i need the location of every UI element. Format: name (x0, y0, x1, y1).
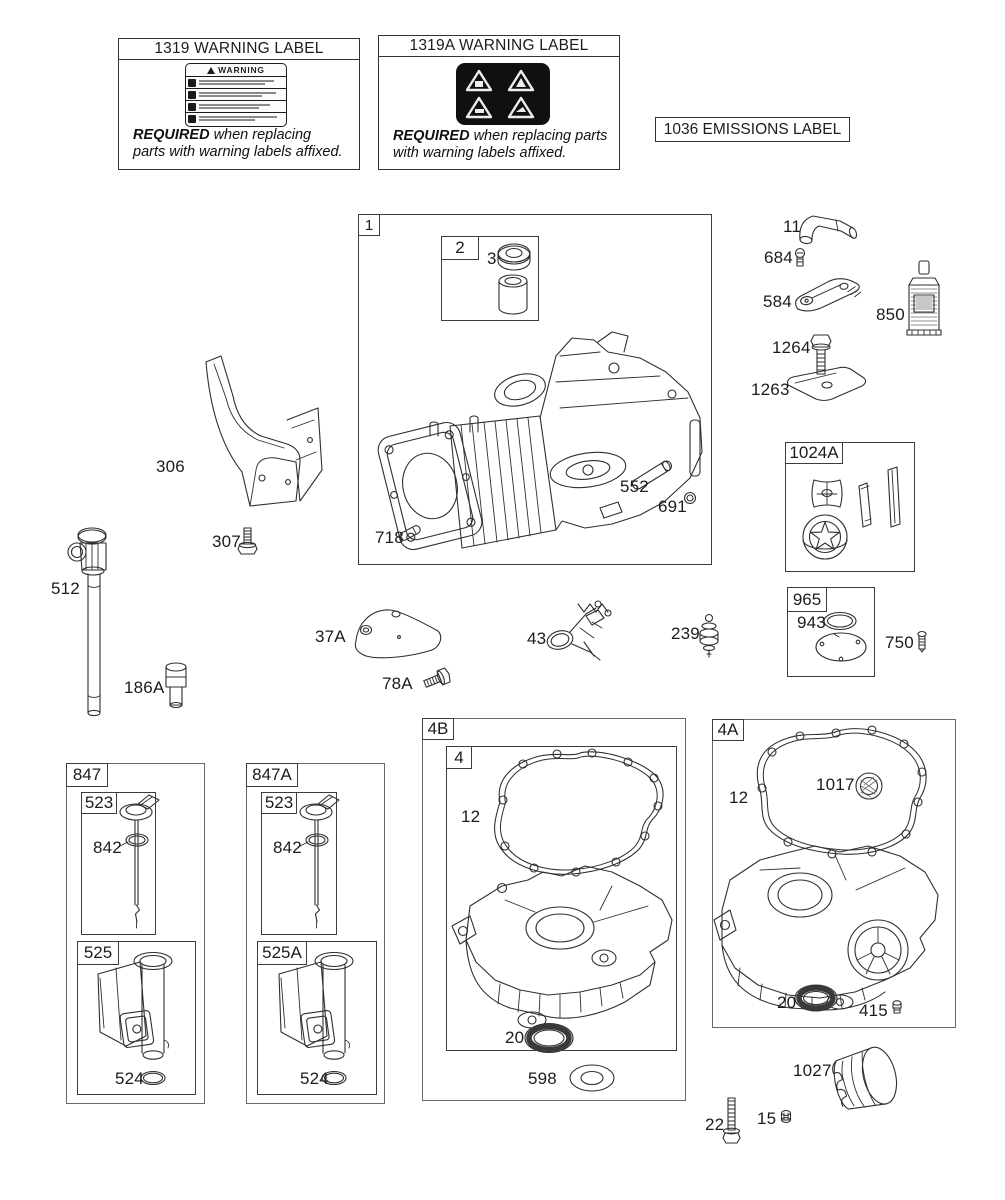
oil-sensor-43-drawing (545, 601, 611, 660)
callout-1263: 1263 (751, 380, 790, 399)
callout-1264: 1264 (772, 338, 811, 357)
callout-524-right: 524 (300, 1069, 329, 1088)
oil-filter-1027-drawing (829, 1044, 902, 1115)
callout-306: 306 (156, 457, 185, 476)
pictogram-icon (188, 79, 196, 87)
screw-750-drawing (918, 632, 926, 653)
group-tab-4b: 4B (422, 718, 454, 740)
screw-684-drawing (796, 249, 805, 267)
group-tab-525: 525 (77, 941, 119, 965)
callout-1027: 1027 (793, 1061, 832, 1080)
callout-691: 691 (658, 497, 687, 516)
group-tab-2: 2 (441, 236, 479, 260)
callout-584: 584 (763, 292, 792, 311)
group-tab-847a: 847A (246, 763, 298, 787)
group-box-4 (446, 746, 677, 1051)
baffle-306-drawing (206, 356, 322, 506)
emissions-label-box (655, 117, 850, 142)
bolt-1264-drawing (811, 335, 831, 374)
callout-750: 750 (885, 633, 914, 652)
pictogram-icon (188, 91, 196, 99)
callout-552: 552 (620, 477, 649, 496)
breather-tube-drawing (800, 216, 858, 244)
callout-943: 943 (797, 613, 826, 632)
callout-20-4b: 20 (505, 1028, 525, 1047)
warning-label-1319a-title: 1319A WARNING LABEL (379, 36, 619, 57)
callout-239: 239 (671, 624, 700, 643)
pictogram-icon (188, 103, 196, 111)
callout-12-4a: 12 (729, 788, 749, 807)
pictogram-icon (188, 115, 196, 123)
callout-22: 22 (705, 1115, 725, 1134)
required-note: REQUIRED when replacing parts with warning labels affixed. (133, 127, 343, 160)
group-tab-1: 1 (358, 214, 380, 236)
emissions-label-title: 1036 EMISSIONS LABEL (663, 120, 842, 138)
callout-842-left: 842 (93, 838, 122, 857)
sealant-tube-drawing (907, 261, 941, 335)
warning-label-box-1319 (118, 38, 360, 170)
warning-label-box-1319a (378, 35, 620, 170)
callout-598: 598 (528, 1069, 557, 1088)
callout-307: 307 (212, 532, 241, 551)
group-box-523-left (81, 792, 156, 935)
callout-12-4b: 12 (461, 807, 481, 826)
plate-1263-drawing (788, 367, 866, 400)
callout-3: 3 (487, 249, 497, 268)
warning-label-1319-title: 1319 WARNING LABEL (119, 39, 359, 60)
callout-850: 850 (876, 305, 905, 324)
bolt-22-drawing (723, 1098, 740, 1143)
group-tab-525a: 525A (257, 941, 307, 965)
callout-43: 43 (527, 629, 547, 648)
group-tab-4a: 4A (712, 719, 744, 741)
callout-512: 512 (51, 579, 80, 598)
callout-524-left: 524 (115, 1069, 144, 1088)
callout-20-4a: 20 (777, 993, 797, 1012)
required-note: REQUIRED when replacing parts with warning labels affixed. (393, 128, 608, 161)
warning-triangle-icon (207, 67, 215, 74)
group-tab-4: 4 (446, 746, 472, 769)
bracket-37a-drawing (355, 610, 440, 658)
mini-warning-label (185, 63, 287, 127)
fitting-186a-drawing (166, 663, 186, 708)
callout-842-right: 842 (273, 838, 302, 857)
group-tab-523-left: 523 (81, 792, 117, 814)
mini-warning-header (186, 64, 286, 77)
callout-415: 415 (859, 1001, 888, 1020)
group-box-523-right (261, 792, 337, 935)
nut-15-drawing (782, 1111, 791, 1123)
callout-718: 718 (375, 528, 404, 547)
group-tab-965: 965 (787, 587, 827, 612)
valve-239-drawing (700, 615, 718, 658)
group-box-1024a (785, 442, 915, 572)
mini-warning-word: WARNING (218, 65, 265, 75)
callout-37a: 37A (315, 627, 346, 646)
screw-78a-drawing (422, 667, 452, 691)
callout-15: 15 (757, 1109, 777, 1128)
callout-78a: 78A (382, 674, 413, 693)
callout-11: 11 (783, 217, 802, 236)
bracket-584-drawing (793, 276, 863, 313)
group-tab-847: 847 (66, 763, 108, 787)
warning-pictograms-label (455, 62, 551, 126)
dipstick-tube-512-drawing (68, 528, 106, 716)
callout-684: 684 (764, 248, 793, 267)
group-tab-523-right: 523 (261, 792, 297, 814)
group-box-4a (712, 719, 956, 1028)
callout-186a: 186A (124, 678, 165, 697)
callout-1017: 1017 (816, 775, 855, 794)
group-tab-1024a: 1024A (785, 442, 843, 464)
